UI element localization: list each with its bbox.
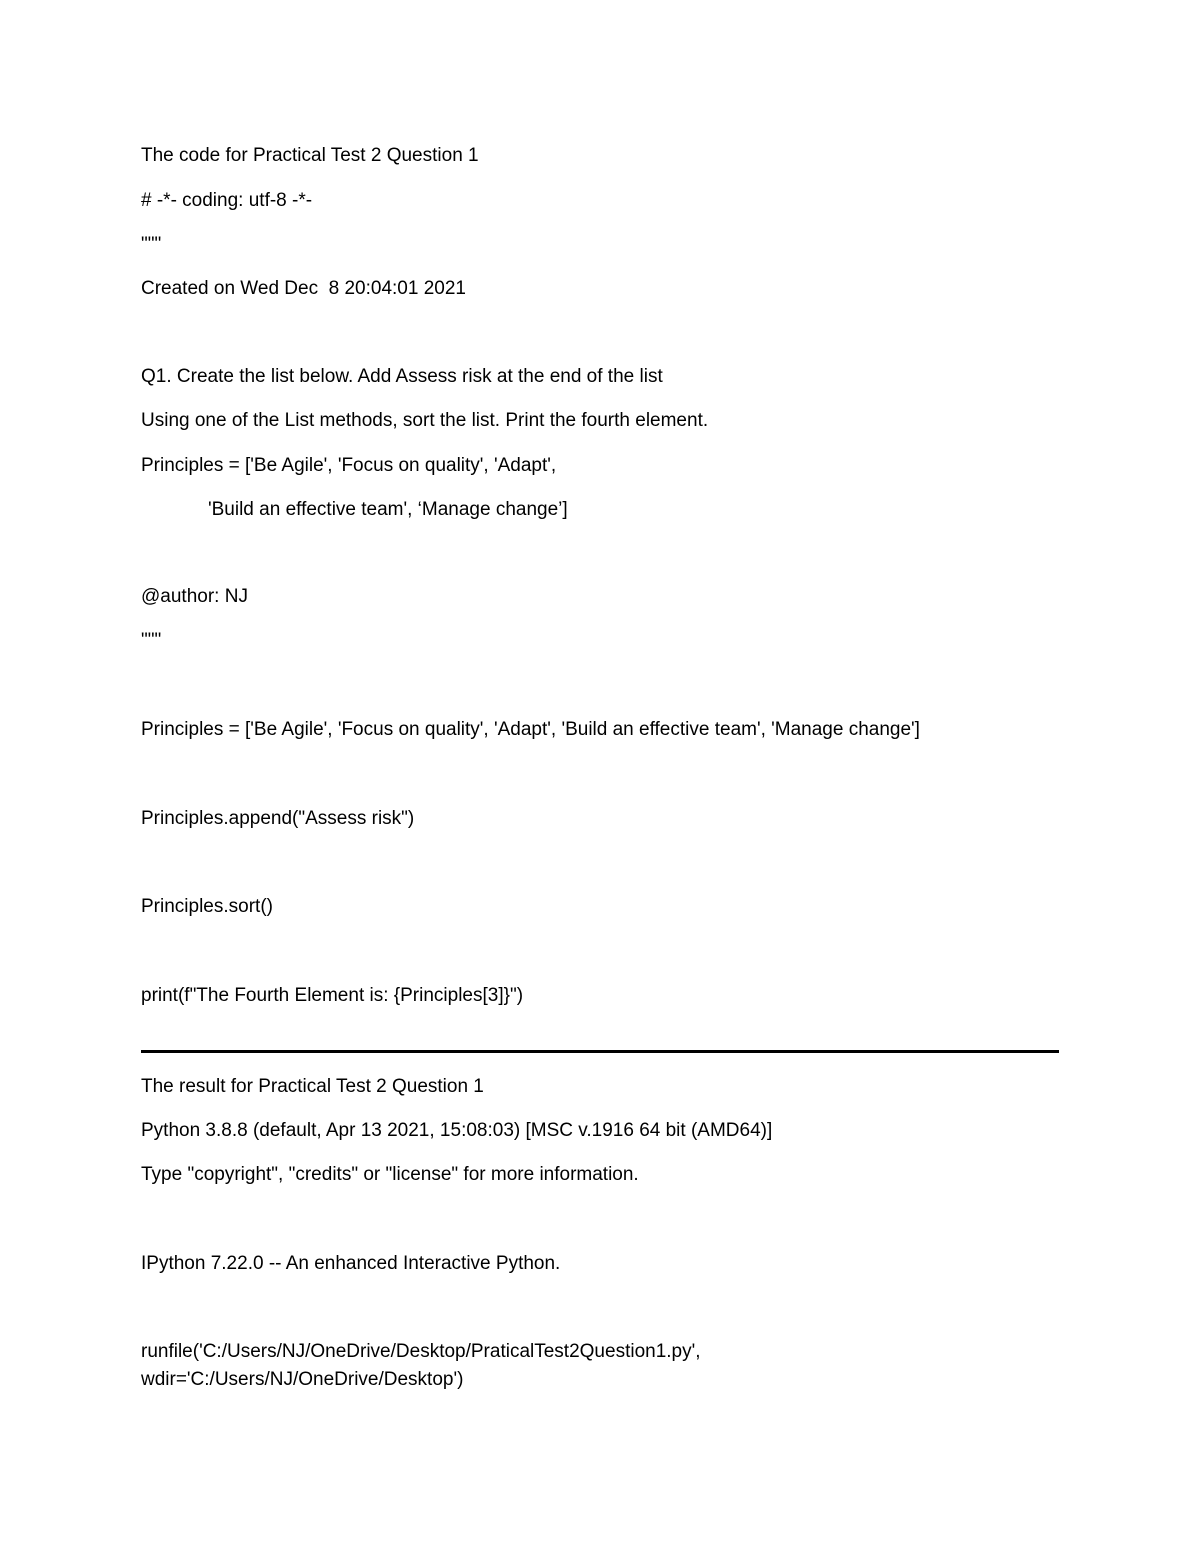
- print-statement: print(f"The Fourth Element is: {Principles[3]}"): [141, 985, 524, 1006]
- docstring-close: """: [141, 630, 162, 651]
- created-date: Created on Wed Dec 8 20:04:01 2021: [141, 278, 466, 299]
- instruction-text: Using one of the List methods, sort the list. Print the fourth element.: [141, 410, 709, 431]
- runfile-line-2: wdir='C:/Users/NJ/OneDrive/Desktop'): [141, 1369, 464, 1390]
- runfile-line-1: runfile('C:/Users/NJ/OneDrive/Desktop/PraticalTest2Question1.py',: [141, 1341, 701, 1362]
- python-version-line: Python 3.8.8 (default, Apr 13 2021, 15:08:03) [MSC v.1916 64 bit (AMD64)]: [141, 1120, 773, 1141]
- question-text: Q1. Create the list below. Add Assess risk at the end of the list: [141, 366, 663, 387]
- docstring-open: """: [141, 234, 162, 255]
- sort-statement: Principles.sort(): [141, 896, 273, 917]
- principles-definition: Principles = ['Be Agile', 'Focus on quality', 'Adapt', 'Build an effective team', 'Manage change']: [141, 719, 920, 740]
- code-heading: The code for Practical Test 2 Question 1: [141, 145, 479, 166]
- type-info-line: Type "copyright", "credits" or "license" for more information.: [141, 1164, 639, 1185]
- ipython-version-line: IPython 7.22.0 -- An enhanced Interactive Python.: [141, 1253, 561, 1274]
- coding-declaration: # -*- coding: utf-8 -*-: [141, 190, 313, 211]
- section-divider: [141, 1050, 1059, 1053]
- author-line: @author: NJ: [141, 586, 248, 607]
- append-statement: Principles.append("Assess risk"): [141, 808, 415, 829]
- principles-list-line-1: Principles = ['Be Agile', 'Focus on quality', 'Adapt',: [141, 455, 557, 476]
- result-heading: The result for Practical Test 2 Question 1: [141, 1076, 484, 1097]
- principles-list-line-2: 'Build an effective team', ‘Manage change’]: [208, 499, 568, 520]
